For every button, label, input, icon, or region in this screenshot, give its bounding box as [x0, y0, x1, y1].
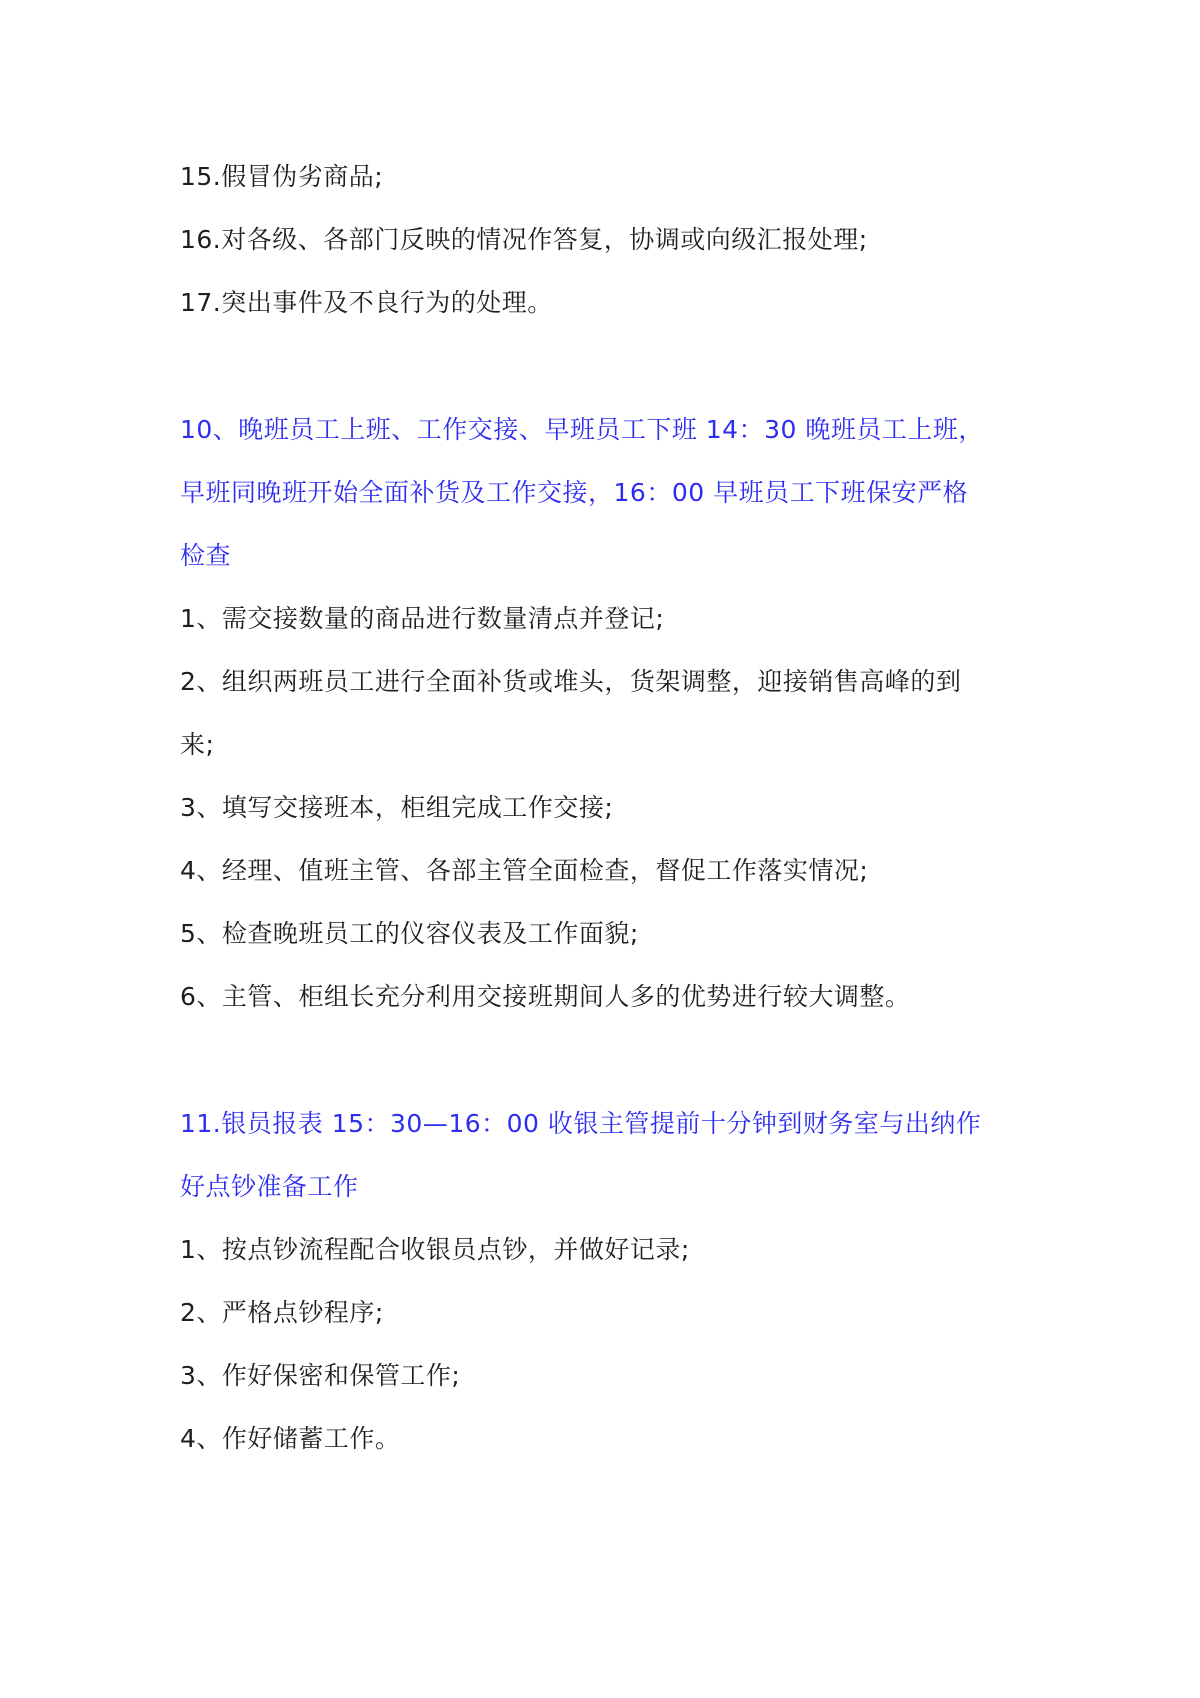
intro-item-16: 16.对各级、各部门反映的情况作答复，协调或向级汇报处理; — [180, 225, 868, 254]
section-10-heading-line-1: 10、晚班员工上班、工作交接、早班员工下班 14：30 晚班员工上班， — [180, 415, 984, 444]
section-11-item-4: 4、作好储蓄工作。 — [180, 1424, 401, 1453]
section-10-item-5: 5、检查晚班员工的仪容仪表及工作面貌; — [180, 919, 639, 948]
section-10-item-1: 1、需交接数量的商品进行数量清点并登记; — [180, 604, 665, 633]
section-10-heading-line-3: 检查 — [180, 541, 232, 570]
intro-item-15: 15.假冒伪劣商品; — [180, 162, 384, 191]
section-10-item-2: 2、组织两班员工进行全面补货或堆头，货架调整，迎接销售高峰的到 — [180, 667, 962, 696]
section-10-heading-line-2: 早班同晚班开始全面补货及工作交接，16：00 早班员工下班保安严格 — [180, 478, 969, 507]
section-10-item-3: 3、填写交接班本，柜组完成工作交接; — [180, 793, 614, 822]
section-11-item-3: 3、作好保密和保管工作; — [180, 1361, 461, 1390]
section-11-item-2: 2、严格点钞程序; — [180, 1298, 384, 1327]
section-10-item-6: 6、主管、柜组长充分利用交接班期间人多的优势进行较大调整。 — [180, 982, 911, 1011]
section-10-item-4: 4、经理、值班主管、各部主管全面检查，督促工作落实情况; — [180, 856, 869, 885]
section-11-heading-line-1: 11.银员报表 15：30—16：00 收银主管提前十分钟到财务室与出纳作 — [180, 1109, 982, 1138]
section-11-item-1: 1、按点钞流程配合收银员点钞，并做好记录; — [180, 1235, 690, 1264]
intro-item-17: 17.突出事件及不良行为的处理。 — [180, 288, 553, 317]
section-11-heading-line-2: 好点钞准备工作 — [180, 1172, 359, 1201]
section-10-item-2-continued: 来; — [180, 730, 215, 759]
